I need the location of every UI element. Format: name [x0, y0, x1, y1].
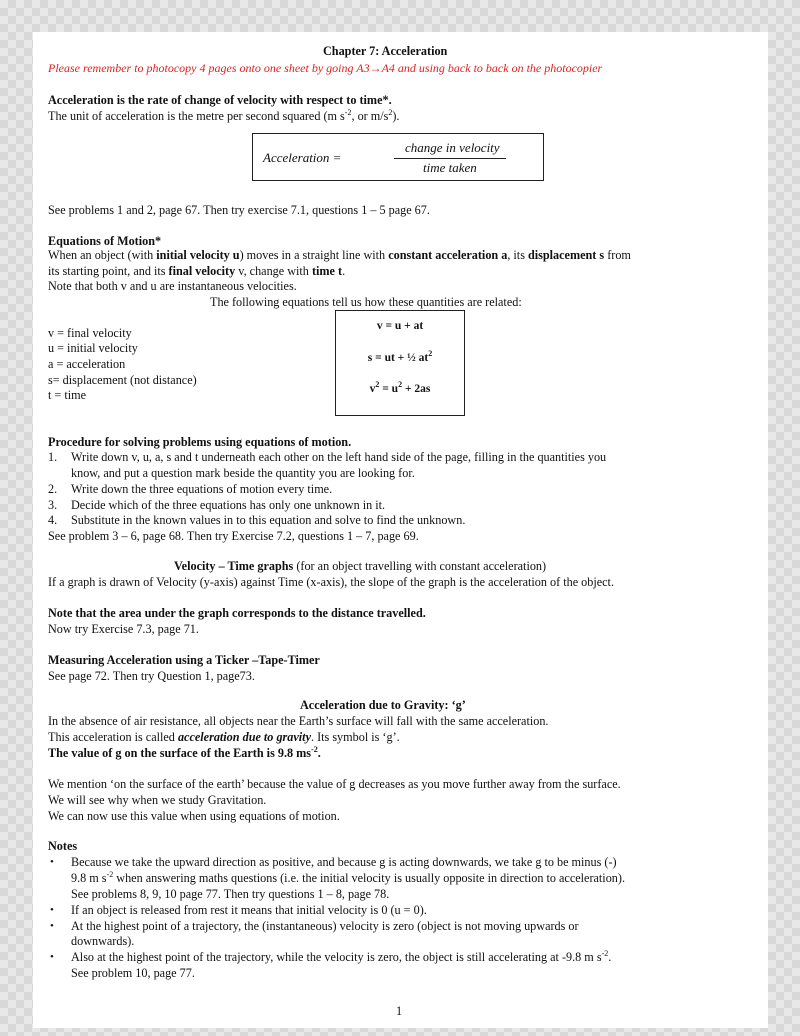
bullet-icon: • — [50, 904, 54, 916]
formula-lhs: Acceleration = — [263, 150, 342, 165]
acceleration-unit: The unit of acceleration is the metre per second squared (m $s^{-2}$, or $m/s^2$). — [48, 107, 400, 123]
fraction-line — [394, 158, 506, 159]
procedure-step-number: 3. — [48, 498, 58, 512]
equations-note: Note that both v and u are instantaneous velocities. — [48, 279, 297, 293]
gravity-line: This acceleration is called acceleration due to gravity. Its symbol is ‘g’. — [48, 730, 400, 744]
procedure-step: Substitute in the known values in to this equation and solve to find the unknown. — [71, 513, 466, 527]
gravity-line: We can now use this value when using equations of motion. — [48, 809, 340, 823]
gravity-line: In the absence of air resistance, all objects near the Earth’s surface will fall with the same acceleration. — [48, 714, 549, 728]
equations-relation-text: The following equations tell us how these quantities are related: — [210, 295, 522, 309]
variable-list-item: u = initial velocity — [48, 341, 138, 355]
notes-line: 9.8 m $s^{-2}$ when answering maths questions (i.e. the initial velocity is usually opposite in direction to acceleration). — [71, 869, 625, 885]
vt-graphs-heading: Velocity – Time graphs (for an object travelling with constant acceleration) — [174, 559, 547, 573]
acceleration-formula-box — [252, 133, 544, 181]
vt-graphs-body: If a graph is drawn of Velocity (y-axis) against Time (x-axis), the slope of the graph is the acceleration of the object. — [48, 575, 614, 589]
equations-box — [335, 310, 465, 416]
procedure-step: Write down v, u, a, s and t underneath each other on the left hand side of the page, filling in the quantities you — [71, 450, 607, 464]
bullet-icon: • — [50, 856, 54, 868]
equation-2: s = ut + ½ $at^2$ — [367, 349, 433, 364]
procedure-see: See problem 3 – 6, page 68. Then try Exercise 7.2, questions 1 – 7, page 69. — [48, 529, 419, 543]
document-page — [33, 32, 768, 1028]
vt-graphs-try: Now try Exercise 7.3, page 71. — [48, 622, 199, 636]
notes-line: Also at the highest point of the trajectory, while the velocity is zero, the object is still accelerating at -9.8 m $s^{-2}$. — [71, 948, 612, 964]
formula-numerator: change in velocity — [405, 140, 500, 155]
procedure-heading: Procedure for solving problems using equations of motion. — [48, 435, 352, 449]
problems-reference-1: See problems 1 and 2, page 67. Then try exercise 7.1, questions 1 – 5 page 67. — [48, 203, 430, 217]
gravity-line: We will see why when we study Gravitation. — [48, 793, 267, 807]
notes-line: downwards). — [71, 934, 135, 948]
procedure-step: Decide which of the three equations has only one unknown in it. — [71, 498, 386, 512]
ticker-heading: Measuring Acceleration using a Ticker –Tape-Timer — [48, 653, 320, 667]
notes-line: If an object is released from rest it means that initial velocity is 0 (u = 0). — [71, 903, 427, 917]
page-title: Chapter 7: Acceleration — [323, 44, 448, 58]
variable-list-item: s= displacement (not distance) — [48, 373, 197, 387]
procedure-step-number: 2. — [48, 482, 58, 496]
variable-list-item: t = time — [48, 388, 87, 402]
photocopy-notice: Please remember to photocopy 4 pages onto one sheet by going A3→A4 and using back to back on the photocopier — [48, 61, 603, 75]
variable-list-item: a = acceleration — [48, 357, 126, 371]
notes-heading: Notes — [48, 839, 78, 853]
procedure-step-number: 4. — [48, 513, 58, 527]
procedure-step-number: 1. — [48, 450, 58, 464]
formula-denominator: time taken — [423, 160, 477, 175]
acceleration-definition: Acceleration is the rate of change of velocity with respect to time*. — [48, 93, 392, 107]
gravity-heading: Acceleration due to Gravity: ‘g’ — [300, 698, 466, 712]
vt-graphs-note: Note that the area under the graph corresponds to the distance travelled. — [48, 606, 426, 620]
notes-line: At the highest point of a trajectory, the (instantaneous) velocity is zero (object is not moving upwards or — [71, 919, 579, 933]
equation-3: $v^2 = u^2 + 2as$ — [369, 380, 431, 395]
gravity-value: The value of g on the surface of the Earth is 9.8 $ms^{-2}$. — [48, 744, 321, 760]
equation-1: v = u + at — [376, 320, 424, 332]
notes-line: See problems 8, 9, 10 page 77. Then try questions 1 – 8, page 78. — [71, 887, 390, 901]
gravity-line: We mention ‘on the surface of the earth’ because the value of g decreases as you move further away from the surface. — [48, 777, 621, 791]
equations-heading: Equations of Motion* — [48, 234, 162, 248]
equations-intro-line2: its starting point, and its final velocity v, change with time t. — [48, 264, 346, 278]
procedure-step: know, and put a question mark beside the quantity you are looking for. — [71, 466, 415, 480]
notes-line: See problem 10, page 77. — [71, 966, 195, 980]
ticker-see: See page 72. Then try Question 1, page73. — [48, 669, 255, 683]
page-number: 1 — [396, 1004, 403, 1018]
bullet-icon: • — [50, 920, 54, 932]
variable-list-item: v = final velocity — [48, 326, 132, 340]
equations-intro-line1: When an object (with initial velocity u) moves in a straight line with constant acceleration a, its displacement s from — [48, 248, 631, 262]
procedure-step: Write down the three equations of motion every time. — [71, 482, 333, 496]
bullet-icon: • — [50, 951, 54, 963]
notes-line: Because we take the upward direction as positive, and because g is acting downwards, we take g to be minus (-) — [71, 855, 617, 869]
